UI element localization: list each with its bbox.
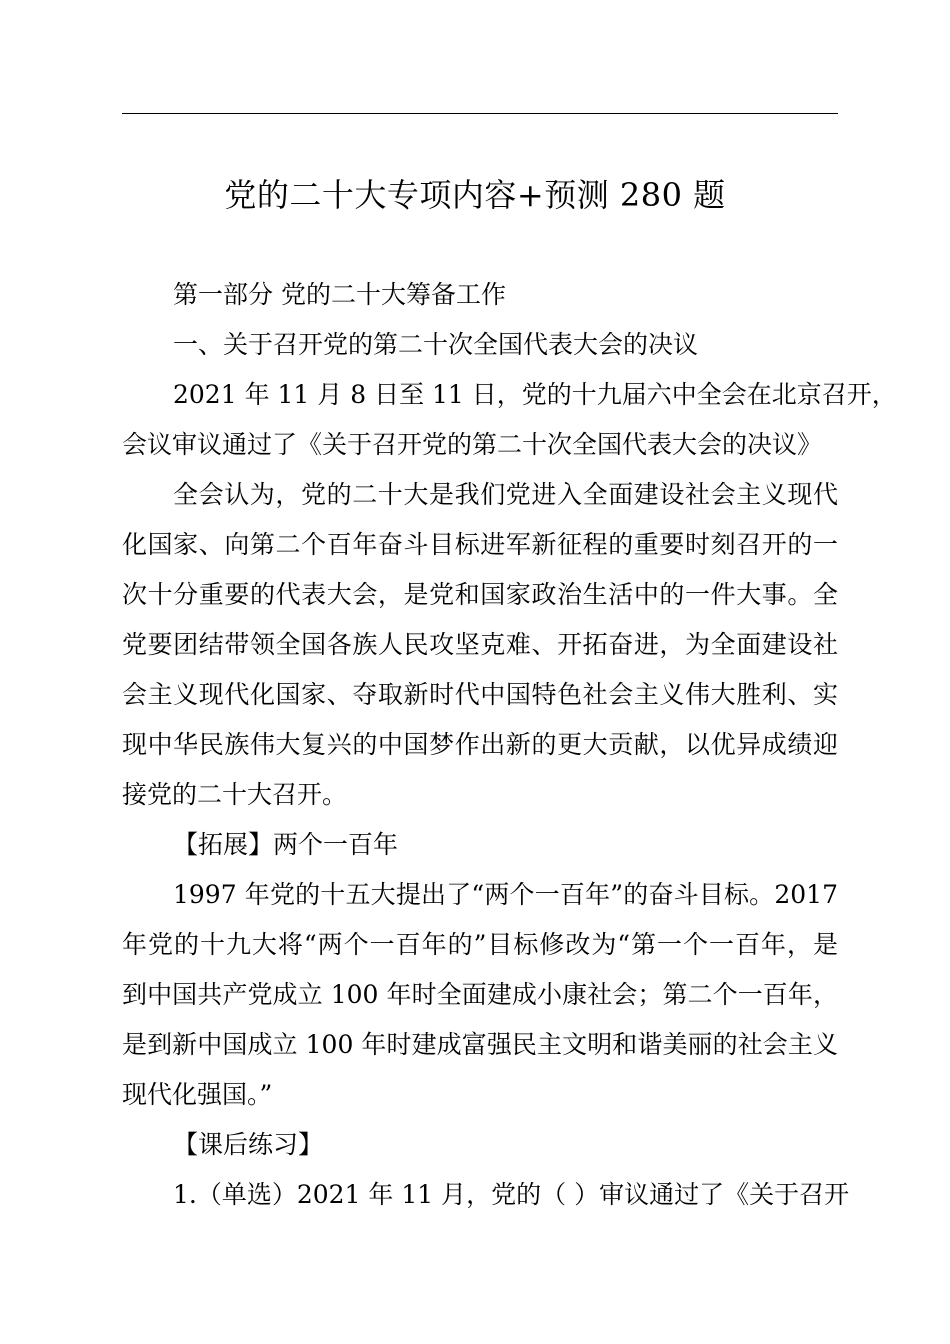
paragraph-line: 1997 年党的十五大提出了“两个一百年”的奋斗目标。2017 — [173, 880, 838, 909]
paragraph-line: 全会认为，党的二十大是我们党进入全面建设社会主义现代 — [173, 480, 838, 509]
paragraph-line: 年党的十九大将“两个一百年的”目标修改为“第一个一百年，是 — [122, 930, 838, 959]
section-heading: 第一部分 党的二十大筹备工作 — [173, 280, 506, 309]
question-line: 1.（单选）2021 年 11 月，党的（ ）审议通过了《关于召开 — [173, 1180, 850, 1209]
paragraph-line: 现代化强国。” — [122, 1080, 273, 1109]
extension-heading: 【拓展】两个一百年 — [173, 830, 399, 859]
document-body — [122, 270, 897, 1220]
paragraph-line: 2021 年 11 月 8 日至 11 日，党的十九届六中全会在北京召开， — [173, 380, 897, 409]
paragraph-line: 党要团结带领全国各族人民攻坚克难、开拓奋进，为全面建设社 — [122, 630, 838, 659]
paragraph-line: 次十分重要的代表大会，是党和国家政治生活中的一件大事。全 — [122, 580, 838, 609]
paragraph-line: 会议审议通过了《关于召开党的第二十次全国代表大会的决议》 — [122, 430, 823, 459]
paragraph-line: 化国家、向第二个百年奋斗目标进军新征程的重要时刻召开的一 — [122, 530, 838, 559]
paragraph-line: 是到新中国成立 100 年时建成富强民主文明和谐美丽的社会主义 — [122, 1030, 838, 1059]
paragraph-line: 到中国共产党成立 100 年时全面建成小康社会；第二个一百年， — [122, 980, 838, 1009]
page-title: 党的二十大专项内容+预测 280 题 — [224, 176, 726, 214]
subsection-heading: 一、关于召开党的第二十次全国代表大会的决议 — [173, 330, 699, 359]
paragraph-line: 接党的二十大召开。 — [122, 780, 348, 809]
paragraph-line: 现中华民族伟大复兴的中国梦作出新的更大贡献，以优异成绩迎 — [122, 730, 838, 759]
paragraph-line: 会主义现代化国家、夺取新时代中国特色社会主义伟大胜利、实 — [122, 680, 838, 709]
header-rule — [122, 113, 838, 114]
exercise-heading: 【课后练习】 — [173, 1130, 324, 1159]
